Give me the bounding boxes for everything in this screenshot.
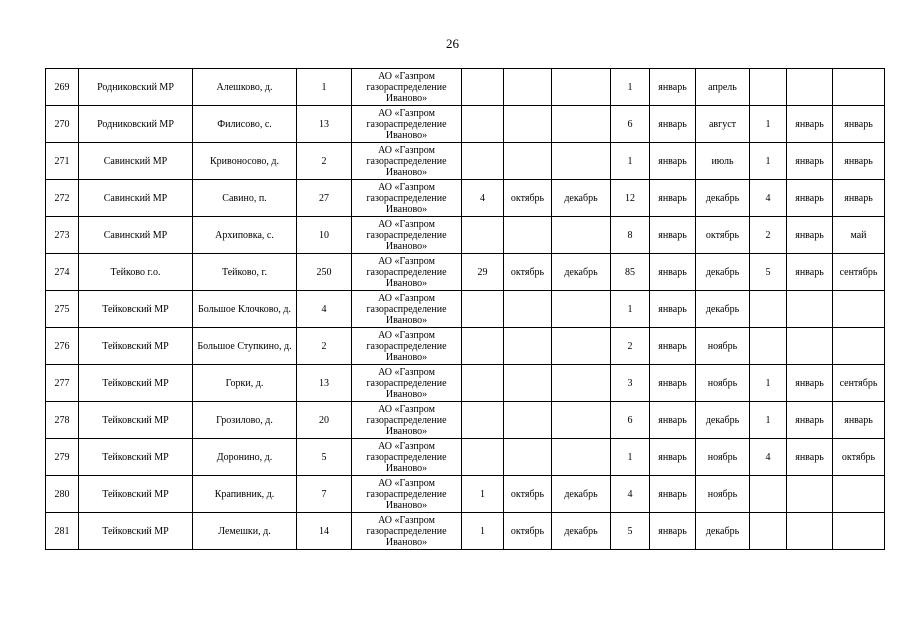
qty-cell-1 [462,69,504,106]
page-number: 26 [446,36,459,51]
district-cell: Тейково г.о. [79,254,193,291]
organization-line: АО «Газпром [378,181,435,193]
count-cell: 13 [297,365,352,402]
organization-line: Иваново» [385,203,428,215]
organization-line: АО «Газпром [378,440,435,452]
start-month-cell-1 [504,402,552,439]
row-number-cell: 280 [46,476,79,513]
start-month-cell-3: январь [787,365,833,402]
count-cell: 14 [297,513,352,550]
locality-cell: Кривоносово, д. [193,143,297,180]
district-cell: Родниковский МР [79,69,193,106]
end-month-cell-2: декабрь [696,291,750,328]
organization-line: АО «Газпром [378,403,435,415]
start-month-cell-2: январь [650,439,696,476]
qty-cell-1: 1 [462,476,504,513]
qty-cell-2: 1 [611,439,650,476]
locality-cell: Грозилово, д. [193,402,297,439]
count-cell: 1 [297,69,352,106]
start-month-cell-1: октябрь [504,513,552,550]
end-month-cell-1: декабрь [552,513,611,550]
start-month-cell-3: январь [787,143,833,180]
start-month-cell-1 [504,328,552,365]
organization-line: Иваново» [385,351,428,363]
end-month-cell-2: декабрь [696,254,750,291]
organization-line: газораспределение [366,377,447,389]
table-row [46,402,885,439]
start-month-cell-2: январь [650,69,696,106]
end-month-cell-1 [552,402,611,439]
end-month-cell-1: декабрь [552,254,611,291]
end-month-cell-1: декабрь [552,180,611,217]
district-cell: Тейковский МР [79,291,193,328]
start-month-cell-2: январь [650,180,696,217]
qty-cell-2: 2 [611,328,650,365]
end-month-cell-3: январь [833,106,885,143]
start-month-cell-1: октябрь [504,254,552,291]
organization-line: газораспределение [366,340,447,352]
qty-cell-2: 1 [611,143,650,180]
district-cell: Родниковский МР [79,106,193,143]
locality-cell: Филисово, с. [193,106,297,143]
start-month-cell-2: январь [650,365,696,402]
organization-line: газораспределение [366,488,447,500]
organization-line: Иваново» [385,499,428,511]
organization-line: газораспределение [366,155,447,167]
start-month-cell-1 [504,439,552,476]
start-month-cell-2: январь [650,143,696,180]
end-month-cell-2: декабрь [696,180,750,217]
organization-line: Иваново» [385,314,428,326]
count-cell: 27 [297,180,352,217]
end-month-cell-3 [833,69,885,106]
row-number-cell: 281 [46,513,79,550]
qty-cell-2: 12 [611,180,650,217]
end-month-cell-1 [552,328,611,365]
qty-cell-2: 1 [611,69,650,106]
end-month-cell-1 [552,217,611,254]
qty-cell-2: 6 [611,106,650,143]
start-month-cell-2: январь [650,217,696,254]
count-cell: 7 [297,476,352,513]
qty-cell-1: 4 [462,180,504,217]
start-month-cell-3: январь [787,439,833,476]
organization-line: газораспределение [366,192,447,204]
start-month-cell-3: январь [787,254,833,291]
start-month-cell-2: январь [650,254,696,291]
qty-cell-1 [462,402,504,439]
locality-cell: Крапивник, д. [193,476,297,513]
start-month-cell-2: январь [650,328,696,365]
organization-line: Иваново» [385,92,428,104]
end-month-cell-3: январь [833,402,885,439]
table-row [46,106,885,143]
qty-cell-3: 2 [750,217,787,254]
start-month-cell-2: январь [650,513,696,550]
end-month-cell-1 [552,439,611,476]
start-month-cell-1 [504,291,552,328]
qty-cell-1 [462,328,504,365]
end-month-cell-3 [833,291,885,328]
organization-cell [352,69,462,106]
qty-cell-2: 3 [611,365,650,402]
locality-cell: Большое Ступкино, д. [193,328,297,365]
organization-cell [352,328,462,365]
start-month-cell-3 [787,513,833,550]
end-month-cell-1: декабрь [552,476,611,513]
locality-cell: Горки, д. [193,365,297,402]
row-number-cell: 279 [46,439,79,476]
table-row [46,328,885,365]
end-month-cell-2: апрель [696,69,750,106]
start-month-cell-3: январь [787,180,833,217]
count-cell: 4 [297,291,352,328]
end-month-cell-2: декабрь [696,402,750,439]
end-month-cell-3 [833,513,885,550]
organization-line: газораспределение [366,525,447,537]
start-month-cell-1 [504,69,552,106]
organization-line: АО «Газпром [378,366,435,378]
organization-cell [352,365,462,402]
qty-cell-1 [462,365,504,402]
start-month-cell-1 [504,217,552,254]
organization-line: АО «Газпром [378,514,435,526]
count-cell: 10 [297,217,352,254]
table-row [46,291,885,328]
organization-line: газораспределение [366,229,447,241]
start-month-cell-3 [787,69,833,106]
organization-cell [352,217,462,254]
organization-cell [352,402,462,439]
start-month-cell-1 [504,143,552,180]
qty-cell-1 [462,143,504,180]
start-month-cell-3 [787,291,833,328]
qty-cell-3: 4 [750,439,787,476]
locality-cell: Савино, п. [193,180,297,217]
district-cell: Савинский МР [79,217,193,254]
organization-line: Иваново» [385,462,428,474]
end-month-cell-1 [552,69,611,106]
organization-line: АО «Газпром [378,218,435,230]
row-number-cell: 274 [46,254,79,291]
organization-cell [352,143,462,180]
count-cell: 2 [297,328,352,365]
organization-line: Иваново» [385,166,428,178]
qty-cell-3: 1 [750,106,787,143]
end-month-cell-3: сентябрь [833,365,885,402]
row-number-cell: 276 [46,328,79,365]
row-number-cell: 277 [46,365,79,402]
table-row [46,439,885,476]
count-cell: 13 [297,106,352,143]
qty-cell-3: 1 [750,365,787,402]
row-number-cell: 270 [46,106,79,143]
organization-line: Иваново» [385,388,428,400]
organization-line: АО «Газпром [378,329,435,341]
end-month-cell-3: январь [833,180,885,217]
start-month-cell-2: январь [650,476,696,513]
qty-cell-1 [462,291,504,328]
table-row [46,476,885,513]
organization-line: газораспределение [366,414,447,426]
locality-cell: Лемешки, д. [193,513,297,550]
organization-line: АО «Газпром [378,70,435,82]
end-month-cell-2: июль [696,143,750,180]
start-month-cell-3: январь [787,217,833,254]
qty-cell-2: 5 [611,513,650,550]
start-month-cell-3 [787,328,833,365]
end-month-cell-3: сентябрь [833,254,885,291]
table-row [46,69,885,106]
end-month-cell-2: август [696,106,750,143]
end-month-cell-2: октябрь [696,217,750,254]
qty-cell-2: 6 [611,402,650,439]
locality-cell: Доронино, д. [193,439,297,476]
end-month-cell-3: октябрь [833,439,885,476]
organization-cell [352,254,462,291]
qty-cell-1 [462,217,504,254]
qty-cell-3: 5 [750,254,787,291]
organization-cell [352,180,462,217]
end-month-cell-1 [552,143,611,180]
organization-cell [352,439,462,476]
end-month-cell-2: ноябрь [696,476,750,513]
row-number-cell: 269 [46,69,79,106]
start-month-cell-2: январь [650,106,696,143]
qty-cell-2: 1 [611,291,650,328]
end-month-cell-1 [552,365,611,402]
table-row [46,254,885,291]
end-month-cell-3 [833,328,885,365]
locality-cell: Архиповка, с. [193,217,297,254]
end-month-cell-3: май [833,217,885,254]
district-cell: Тейковский МР [79,476,193,513]
start-month-cell-2: январь [650,402,696,439]
qty-cell-3 [750,513,787,550]
organization-cell [352,106,462,143]
locality-cell: Большое Клочково, д. [193,291,297,328]
organization-line: газораспределение [366,266,447,278]
organization-line: Иваново» [385,425,428,437]
row-number-cell: 271 [46,143,79,180]
district-cell: Тейковский МР [79,439,193,476]
organization-line: АО «Газпром [378,255,435,267]
end-month-cell-1 [552,106,611,143]
organization-cell [352,513,462,550]
table-row [46,143,885,180]
table-row [46,180,885,217]
organization-line: газораспределение [366,118,447,130]
start-month-cell-1 [504,106,552,143]
organization-line: Иваново» [385,536,428,548]
district-cell: Тейковский МР [79,402,193,439]
end-month-cell-3 [833,476,885,513]
organization-line: АО «Газпром [378,144,435,156]
end-month-cell-2: ноябрь [696,365,750,402]
start-month-cell-3 [787,476,833,513]
end-month-cell-2: ноябрь [696,328,750,365]
organization-cell [352,291,462,328]
start-month-cell-3: январь [787,106,833,143]
row-number-cell: 275 [46,291,79,328]
table-row [46,513,885,550]
count-cell: 20 [297,402,352,439]
district-cell: Тейковский МР [79,513,193,550]
start-month-cell-1: октябрь [504,180,552,217]
end-month-cell-2: декабрь [696,513,750,550]
start-month-cell-3: январь [787,402,833,439]
table-row [46,217,885,254]
qty-cell-2: 4 [611,476,650,513]
qty-cell-2: 8 [611,217,650,254]
row-number-cell: 278 [46,402,79,439]
district-cell: Савинский МР [79,143,193,180]
qty-cell-1: 1 [462,513,504,550]
qty-cell-3: 4 [750,180,787,217]
organization-cell [352,476,462,513]
qty-cell-3: 1 [750,402,787,439]
qty-cell-1 [462,106,504,143]
count-cell: 250 [297,254,352,291]
qty-cell-1: 29 [462,254,504,291]
district-cell: Тейковский МР [79,328,193,365]
start-month-cell-1 [504,365,552,402]
organization-line: АО «Газпром [378,107,435,119]
qty-cell-3 [750,476,787,513]
qty-cell-1 [462,439,504,476]
locality-cell: Тейково, г. [193,254,297,291]
end-month-cell-1 [552,291,611,328]
end-month-cell-2: ноябрь [696,439,750,476]
data-table [45,68,885,550]
district-cell: Савинский МР [79,180,193,217]
qty-cell-3 [750,291,787,328]
qty-cell-3: 1 [750,143,787,180]
organization-line: газораспределение [366,81,447,93]
organization-line: Иваново» [385,129,428,141]
row-number-cell: 273 [46,217,79,254]
qty-cell-3 [750,69,787,106]
row-number-cell: 272 [46,180,79,217]
organization-line: АО «Газпром [378,477,435,489]
organization-line: газораспределение [366,451,447,463]
end-month-cell-3: январь [833,143,885,180]
qty-cell-3 [750,328,787,365]
organization-line: АО «Газпром [378,292,435,304]
organization-line: газораспределение [366,303,447,315]
locality-cell: Алешково, д. [193,69,297,106]
start-month-cell-1: октябрь [504,476,552,513]
organization-line: Иваново» [385,240,428,252]
count-cell: 2 [297,143,352,180]
qty-cell-2: 85 [611,254,650,291]
start-month-cell-2: январь [650,291,696,328]
table-row [46,365,885,402]
district-cell: Тейковский МР [79,365,193,402]
count-cell: 5 [297,439,352,476]
organization-line: Иваново» [385,277,428,289]
